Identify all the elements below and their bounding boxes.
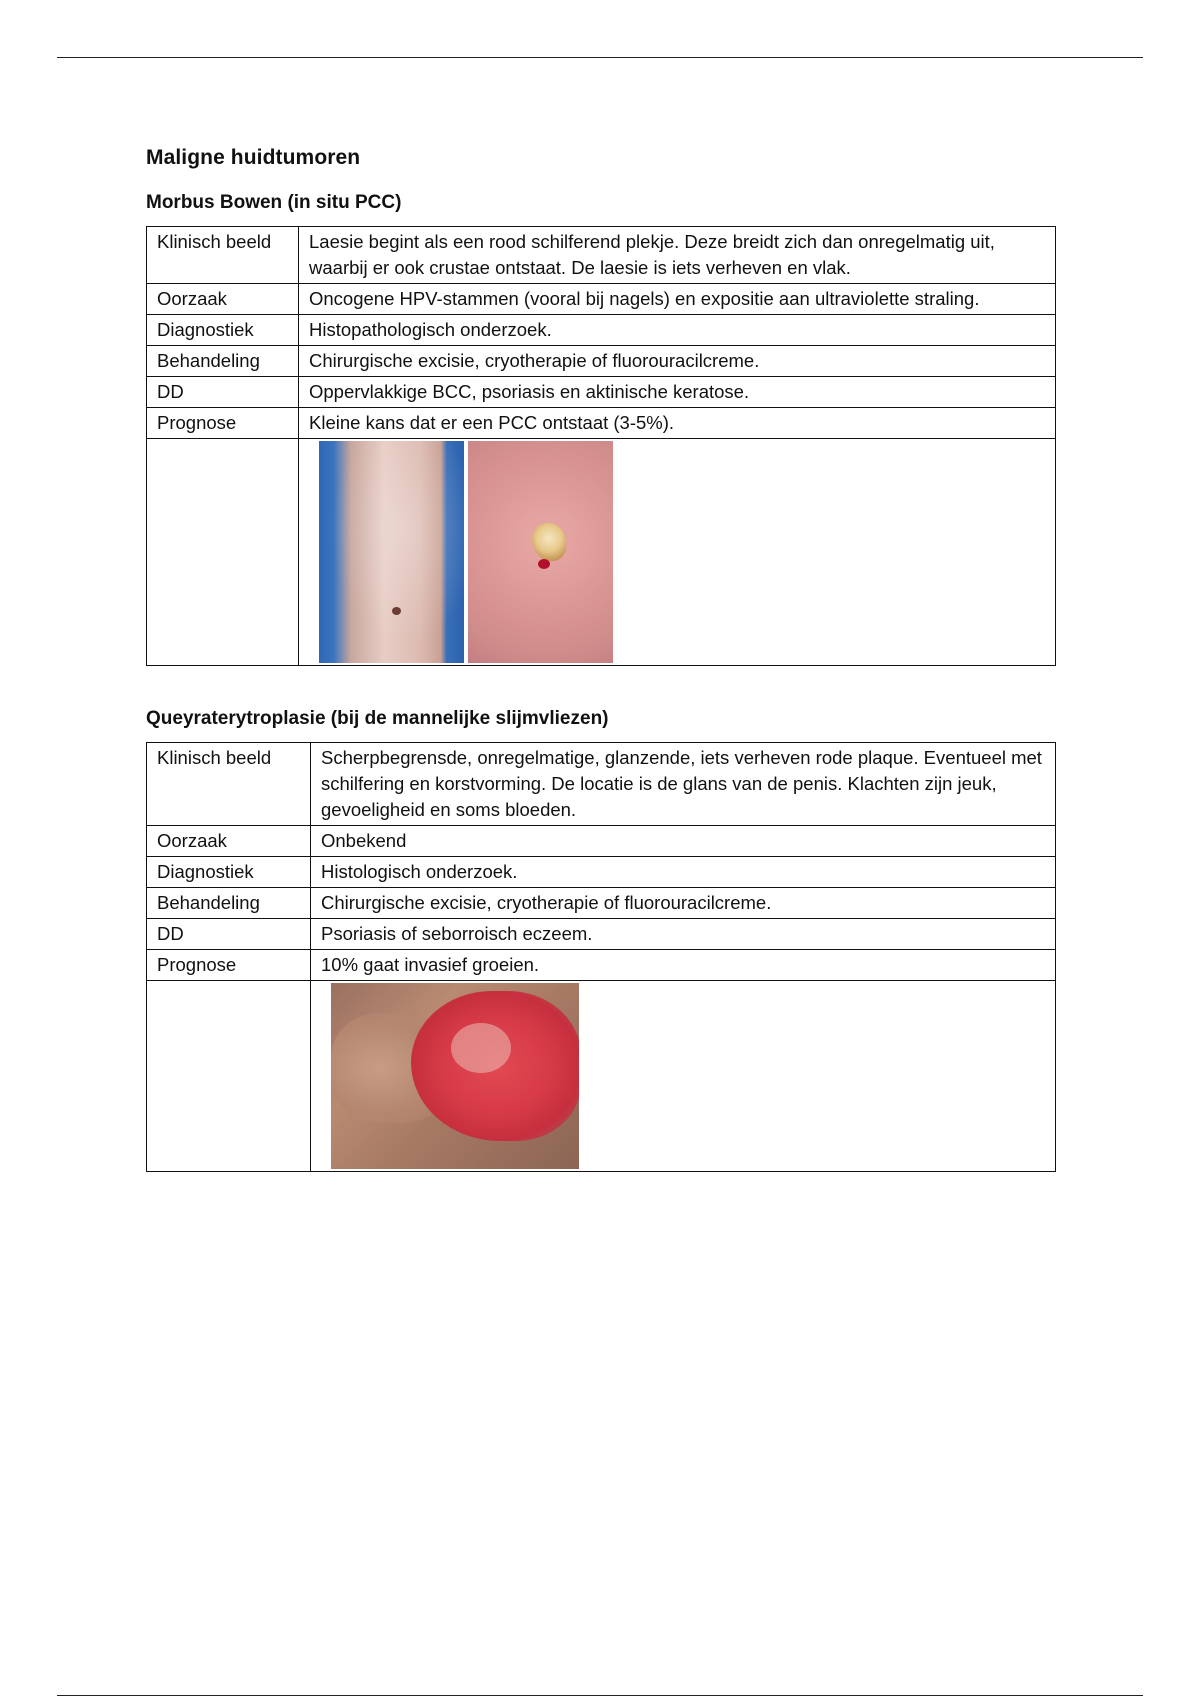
empty-label-cell xyxy=(147,439,299,666)
row-label: Oorzaak xyxy=(147,826,311,857)
photo-cell xyxy=(299,439,1056,666)
row-value: Chirurgische excisie, cryotherapie of fluorouracilcreme. xyxy=(299,346,1056,377)
table-row xyxy=(147,346,1056,377)
row-value: Histopathologisch onderzoek. xyxy=(299,315,1056,346)
row-value: 10% gaat invasief groeien. xyxy=(311,950,1056,981)
row-label: DD xyxy=(147,377,299,408)
leg-lesion-photo xyxy=(319,441,464,663)
table-row xyxy=(147,826,1056,857)
header-rule xyxy=(57,57,1143,58)
photo-cell xyxy=(311,981,1056,1172)
table-row xyxy=(147,857,1056,888)
table-row xyxy=(147,919,1056,950)
morbus-bowen-table xyxy=(146,226,1056,666)
empty-label-cell xyxy=(147,981,311,1172)
row-value: Kleine kans dat er een PCC ontstaat (3-5%). xyxy=(299,408,1056,439)
section-heading-queyrat: Queyraterytroplasie (bij de mannelijke slijmvliezen) xyxy=(146,708,609,729)
row-label: Behandeling xyxy=(147,346,299,377)
row-label: Diagnostiek xyxy=(147,315,299,346)
row-label: Prognose xyxy=(147,950,311,981)
table-row xyxy=(147,950,1056,981)
row-label: DD xyxy=(147,919,311,950)
row-label: Behandeling xyxy=(147,888,311,919)
row-value: Chirurgische excisie, cryotherapie of fluorouracilcreme. xyxy=(311,888,1056,919)
row-value: Scherpbegrensde, onregelmatige, glanzende, iets verheven rode plaque. Eventueel met schilfering en korstvorming. De locatie is de glans van de penis. Klachten zijn jeuk, gevoeligheid en soms bloeden. xyxy=(311,743,1056,826)
row-label: Prognose xyxy=(147,408,299,439)
table-row xyxy=(147,743,1056,826)
table-row xyxy=(147,408,1056,439)
table-row xyxy=(147,315,1056,346)
row-label: Diagnostiek xyxy=(147,857,311,888)
row-value: Psoriasis of seborroisch eczeem. xyxy=(311,919,1056,950)
section-heading-morbus-bowen: Morbus Bowen (in situ PCC) xyxy=(146,192,402,213)
page-title: Maligne huidtumoren xyxy=(146,146,361,169)
row-label: Klinisch beeld xyxy=(147,227,299,284)
lesion-closeup-photo xyxy=(468,441,613,663)
table-row xyxy=(147,888,1056,919)
footer-rule xyxy=(57,1695,1143,1696)
image-row xyxy=(147,981,1056,1172)
image-row xyxy=(147,439,1056,666)
page-content xyxy=(146,146,1056,1172)
table-row xyxy=(147,227,1056,284)
row-value: Laesie begint als een rood schilferend plekje. Deze breidt zich dan onregelmatig uit, waarbij er ook crustae ontstaat. De laesie is iets verheven en vlak. xyxy=(299,227,1056,284)
table-row xyxy=(147,284,1056,315)
table-row xyxy=(147,377,1056,408)
row-label: Oorzaak xyxy=(147,284,299,315)
row-label: Klinisch beeld xyxy=(147,743,311,826)
row-value: Onbekend xyxy=(311,826,1056,857)
row-value: Oppervlakkige BCC, psoriasis en aktinische keratose. xyxy=(299,377,1056,408)
row-value: Oncogene HPV-stammen (vooral bij nagels) en expositie aan ultraviolette straling. xyxy=(299,284,1056,315)
glans-lesion-photo xyxy=(331,983,579,1169)
queyrat-table xyxy=(146,742,1056,1172)
row-value: Histologisch onderzoek. xyxy=(311,857,1056,888)
